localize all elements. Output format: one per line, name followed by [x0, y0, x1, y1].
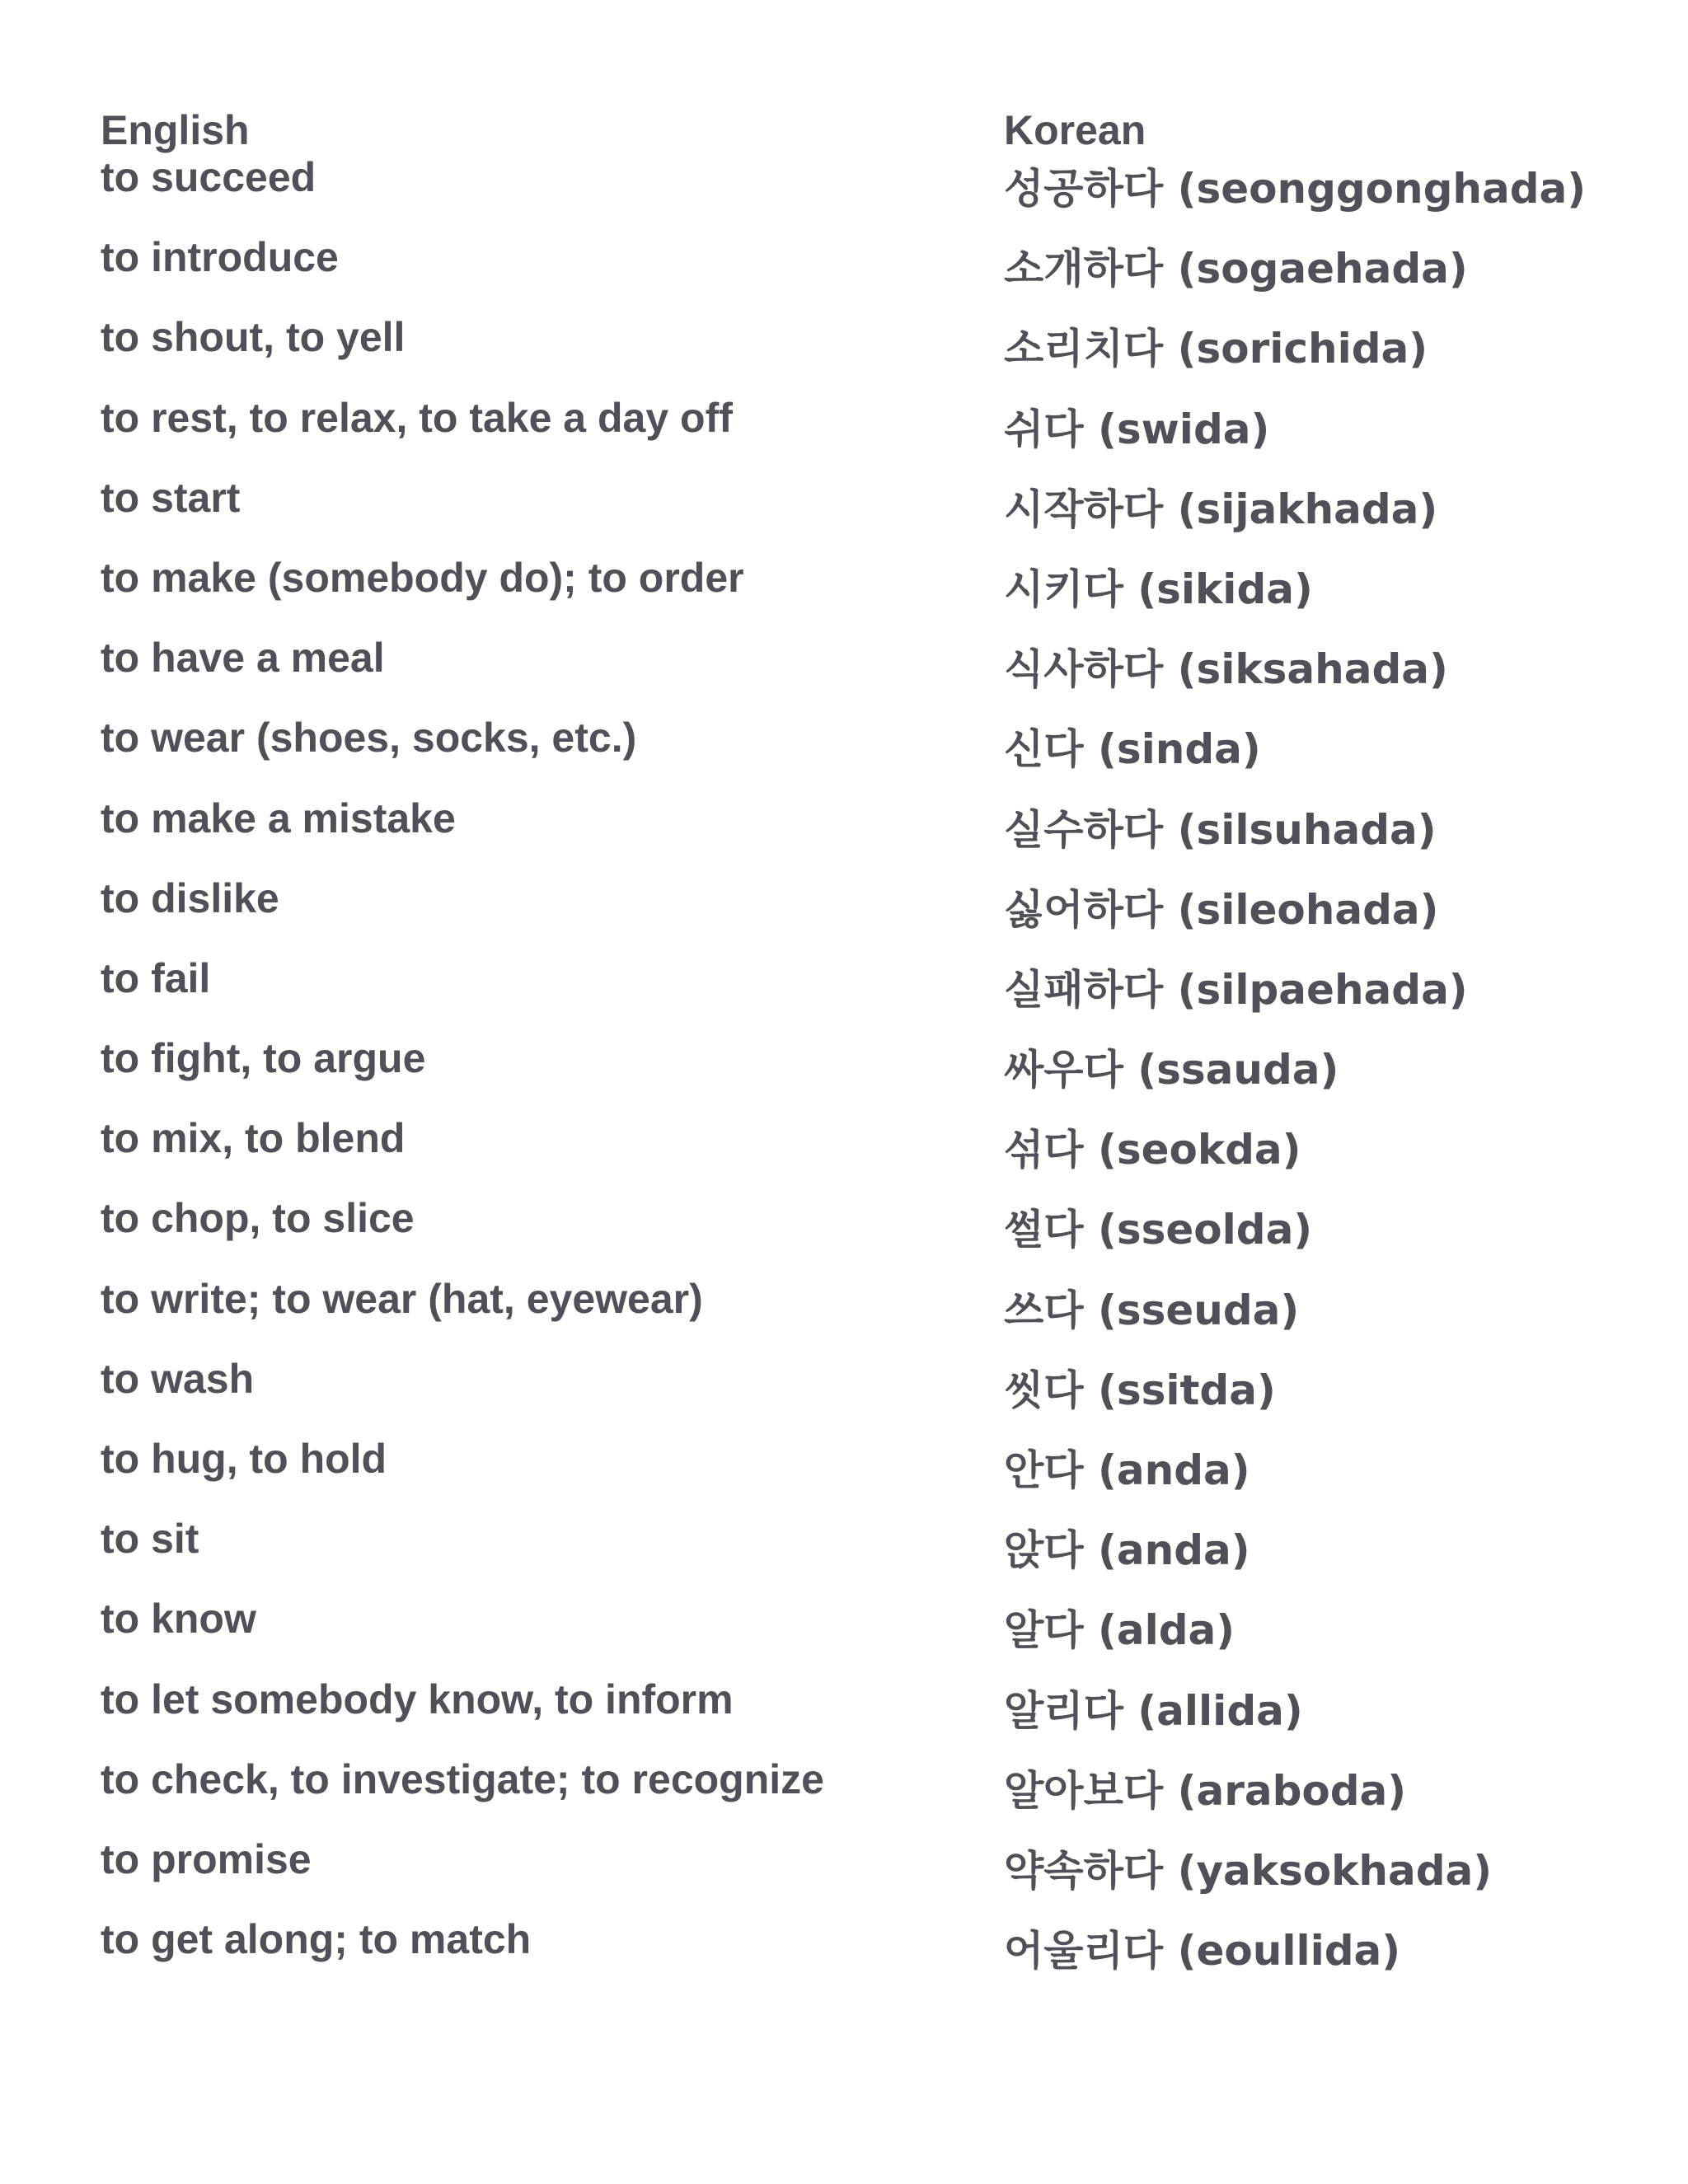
korean-word: 싸우다 (ssauda) [1004, 1046, 1339, 1094]
english-word: to wear (shoes, socks, etc.) [101, 715, 637, 762]
korean-word: 신다 (sinda) [1004, 725, 1261, 774]
english-word: to succeed [101, 154, 316, 200]
korean-word: 시키다 (sikida) [1004, 565, 1313, 613]
korean-word: 약속하다 (yaksokhada) [1004, 1846, 1493, 1895]
english-word: to chop, to slice [101, 1195, 415, 1242]
english-word: to promise [101, 1835, 312, 1882]
english-word: to fight, to argue [101, 1035, 426, 1082]
korean-word: 시작하다 (sijakhada) [1004, 485, 1438, 533]
korean-word: 쓰다 (sseuda) [1004, 1286, 1300, 1334]
english-word: to let somebody know, to inform [101, 1675, 734, 1722]
english-word: to have a meal [101, 635, 385, 682]
korean-word: 어울리다 (eoullida) [1004, 1927, 1401, 1975]
korean-word: 알다 (alda) [1004, 1606, 1236, 1655]
english-word: to sit [101, 1516, 199, 1563]
english-word: to rest, to relax, to take a day off [101, 394, 733, 441]
english-word: to make (somebody do); to order [101, 554, 744, 601]
english-word: to get along; to match [101, 1916, 532, 1963]
english-word: to mix, to blend [101, 1115, 406, 1162]
korean-word: 섞다 (seokda) [1004, 1126, 1301, 1174]
korean-word: 싫어하다 (sileohada) [1004, 885, 1439, 934]
english-word: to dislike [101, 874, 279, 921]
english-word: to start [101, 474, 241, 521]
english-word: to write; to wear (hat, eyewear) [101, 1275, 703, 1322]
korean-word: 실수하다 (silsuhada) [1004, 805, 1437, 854]
english-word-list [101, 138, 925, 1980]
english-word: to shout, to yell [101, 314, 406, 361]
korean-word: 안다 (anda) [1004, 1446, 1250, 1494]
english-word: to hug, to hold [101, 1436, 387, 1482]
korean-header: Korean [1004, 107, 1146, 153]
korean-word: 쉬다 (swida) [1004, 405, 1270, 453]
english-word: to check, to investigate; to recognize [101, 1755, 824, 1802]
english-column [101, 105, 925, 1997]
korean-word: 실패하다 (silpaehada) [1004, 965, 1468, 1014]
korean-word: 식사하다 (siksahada) [1004, 645, 1448, 694]
korean-word: 소개하다 (sogaehada) [1004, 245, 1468, 293]
korean-word: 썰다 (sseolda) [1004, 1206, 1313, 1254]
english-header: English [101, 107, 250, 153]
korean-word-list [1004, 149, 1663, 1991]
korean-word: 소리치다 (sorichida) [1004, 325, 1428, 373]
korean-word: 알아보다 (araboda) [1004, 1766, 1407, 1815]
korean-word: 앉다 (anda) [1004, 1526, 1250, 1575]
english-word: to know [101, 1596, 256, 1643]
english-word: to wash [101, 1355, 255, 1402]
english-word: to fail [101, 954, 211, 1001]
korean-column [1004, 105, 1663, 2008]
korean-word: 씻다 (ssitda) [1004, 1366, 1276, 1414]
korean-word: 알리다 (allida) [1004, 1686, 1303, 1735]
english-word: to introduce [101, 234, 339, 281]
english-word: to make a mistake [101, 794, 456, 841]
korean-word: 성공하다 (seonggonghada) [1004, 165, 1587, 213]
